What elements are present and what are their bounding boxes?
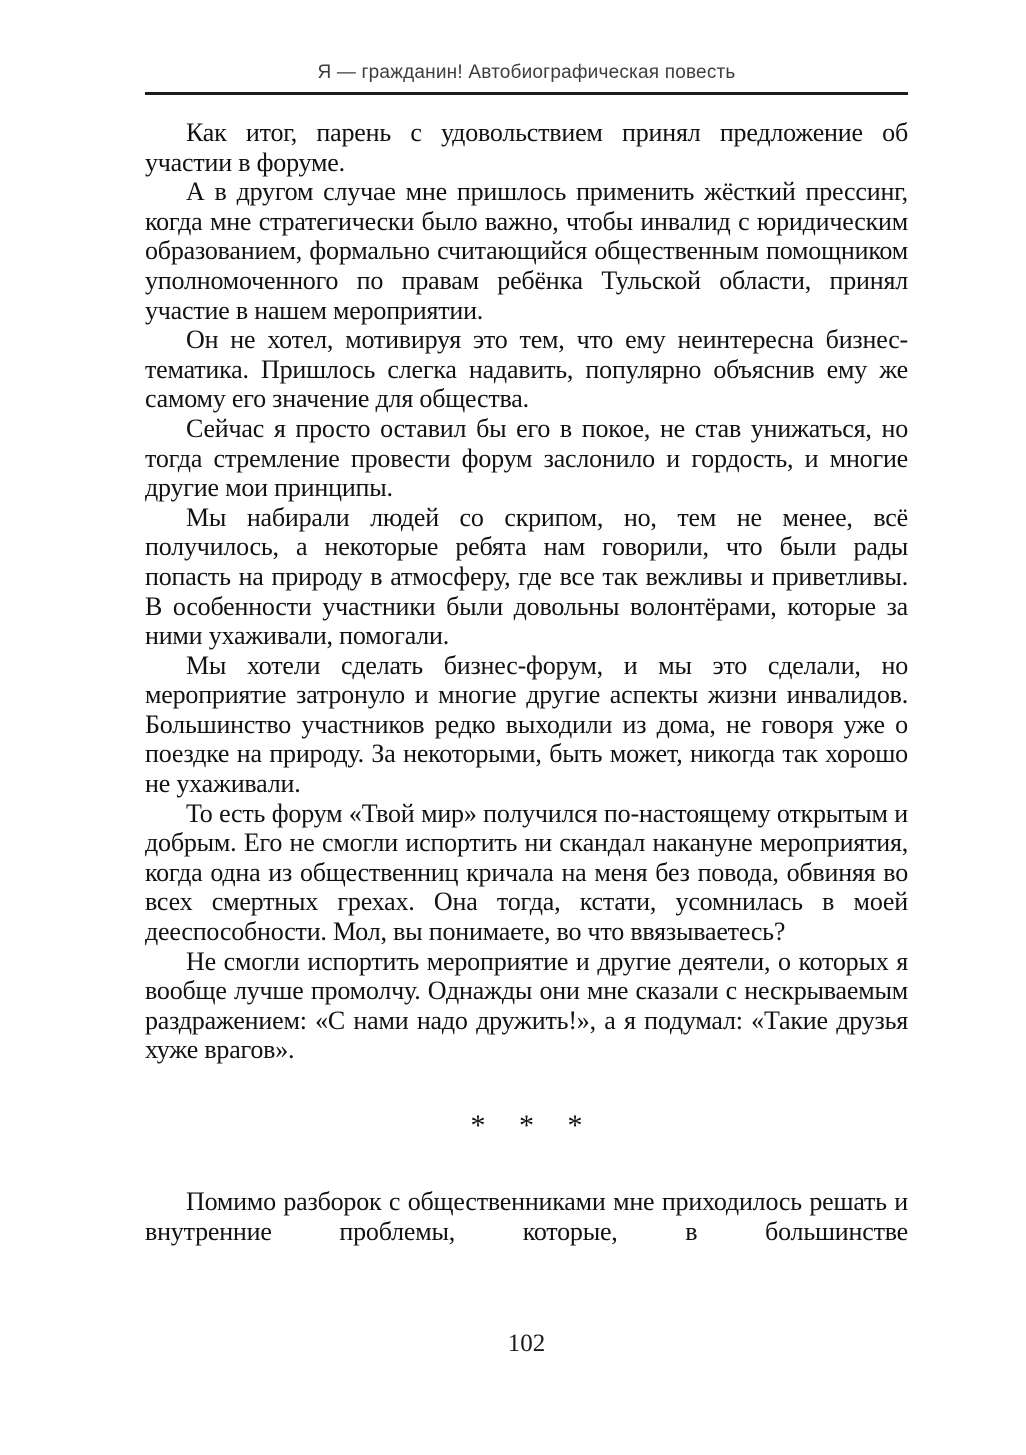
paragraph: То есть форум «Твой мир» получился по-настоящему открытым и добрым. Его не смогли испортить ни скандал накануне мероприятия, когда одна из общественниц кричала на меня без повода, обвиняя во всех смертных грехах. Она тогда, кстати, усомнилась в моей дееспособности. Мол, вы понимаете, во что ввязываетесь?: [145, 798, 908, 947]
header-rule: [145, 92, 908, 95]
paragraph: Он не хотел, мотивируя это тем, что ему неинтересна бизнес-тематика. Пришлось слегка надавить, популярно объяснив ему же самому его значение для общества.: [145, 325, 908, 414]
paragraph: Сейчас я просто оставил бы его в покое, не став унижаться, но тогда стремление провести форум заслонило и гордость, и многие другие мои принципы.: [145, 413, 908, 503]
paragraph: Мы хотели сделать бизнес-форум, и мы это сделали, но мероприятие затронуло и многие другие аспекты жизни инвалидов. Большинство участников редко выходили из дома, не говоря уже о поездке на природу. За некоторыми, быть может, никогда так хорошо не ухаживали.: [145, 650, 908, 799]
text-column: [145, 0, 908, 1246]
paragraph: А в другом случае мне пришлось применить жёсткий прессинг, когда мне стратегически было важно, чтобы инвалид с юридическим образованием, формально считающийся общественным помощником уполномоченного по правам ребёнка Тульской области, принял участие в нашем мероприятии.: [145, 177, 908, 325]
section-separator: * * *: [470, 1109, 583, 1142]
paragraph: Помимо разборок с общественниками мне приходилось решать и внутренние проблемы, которые, в большинстве: [145, 1187, 908, 1246]
paragraph: Мы набирали людей со скрипом, но, тем не менее, всё получилось, а некоторые ребята нам говорили, что были рады попасть на природу в атмосферу, где все так вежливы и приветливы. В особенности участники были довольны волонтёрами, которые за ними ухаживали, помогали.: [145, 502, 908, 651]
body-text-before-separator: [145, 118, 908, 1065]
body-text-after-separator: [145, 1187, 908, 1246]
running-header: Я — гражданин! Автобиографическая повесть: [317, 62, 736, 83]
paragraph: Как итог, парень с удовольствием принял предложение об участии в форуме.: [145, 118, 908, 177]
page-number: 102: [507, 1330, 546, 1357]
paragraph: Не смогли испортить мероприятие и другие деятели, о которых я вообще лучше промолчу. Однажды они мне сказали с нескрываемым раздражением: «С нами надо дружить!», а я подумал: «Такие друзья хуже врагов».: [145, 946, 908, 1065]
